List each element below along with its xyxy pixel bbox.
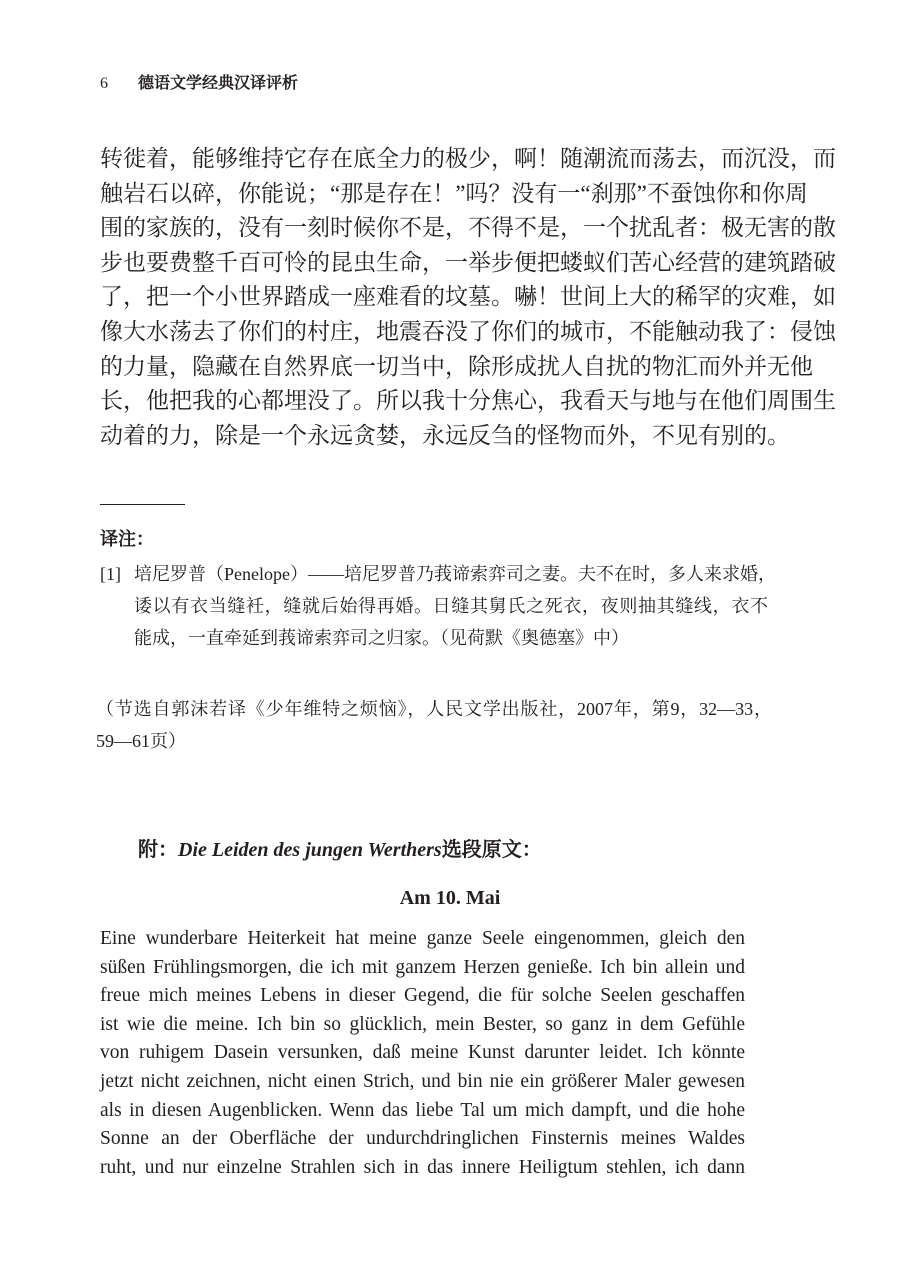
section-date-heading: Am 10. Mai	[399, 887, 501, 909]
german-line: als in diesen Augenblicken. Wenn das liebe Tal um mich dampft, und die hohe	[100, 1099, 745, 1121]
footnote	[100, 558, 776, 654]
german-paragraph	[100, 925, 745, 1182]
chinese-paragraph	[100, 142, 836, 453]
german-line: Sonne an der Oberfläche der undurchdringlichen Finsternis meines Waldes	[100, 1128, 745, 1150]
footnote-line: 诿以有衣当缝衽，缝就后始得再婚。日缝其舅氏之死衣，夜则抽其缝线，衣不	[134, 596, 768, 616]
text-line: 转徙着，能够维持它存在底全力的极少，啊！随潮流而荡去，而沉没，而	[100, 146, 836, 171]
german-line: süßen Frühlingsmorgen, die ich mit ganzem Herzen genieße. Ich bin allein und	[100, 956, 745, 978]
text-line: 的力量，隐藏在自然界底一切当中，除形成扰人自扰的物汇而外并无他	[100, 353, 813, 379]
german-line: Eine wunderbare Heiterkeit hat meine ganze Seele eingenommen, gleich den	[100, 928, 745, 949]
appendix-suffix: 选段原文：	[441, 839, 542, 861]
appendix-book-title: Die Leiden des jungen Werthers	[178, 839, 442, 861]
text-line: 触岩石以碎，你能说；“那是存在！”吗？没有一“刹那”不蚕蚀你和你周	[100, 180, 808, 206]
citation-line: 59—61页）	[96, 731, 186, 751]
footnote-divider	[100, 504, 185, 505]
text-line: 长，他把我的心都埋没了。所以我十分焦心，我看天与地与在他们周围生	[100, 388, 836, 414]
german-line: freue mich meines Lebens in dieser Gegend, die für solche Seelen geschaffen	[100, 985, 745, 1007]
german-line: ist wie die meine. Ich bin so glücklich, mein Bester, so ganz in dem Gefühle	[100, 1013, 745, 1035]
running-header	[100, 70, 298, 93]
german-line: von ruhigem Dasein versunken, daß meine Kunst darunter leidet. Ich könnte	[100, 1042, 745, 1064]
source-citation	[96, 693, 772, 757]
text-line: 围的家族的，没有一刻时候你不是，不得不是，一个扰乱者：极无害的散	[100, 215, 836, 241]
appendix-heading	[138, 833, 542, 862]
german-line: ruht, und nur einzelne Strahlen sich in das innere Heiligtum stehlen, ich dann	[100, 1156, 745, 1178]
citation-line: （节选自郭沫若译《少年维特之烦恼》，人民文学出版社，2007年，第9，32—33，	[96, 699, 772, 719]
text-line: 了，把一个小世界踏成一座难看的坟墓。嚇！世间上大的稀罕的灾难，如	[100, 284, 836, 310]
page-number: 6	[100, 75, 108, 92]
footnote-line: 培尼罗普（Penelope）——培尼罗普乃莪谛索弈司之妻。夫不在时，多人来求婚，	[134, 564, 776, 584]
footnote-marker: [1]	[100, 564, 121, 584]
footnote-line: 能成，一直牵延到莪谛索弈司之归家。（见荷默《奥德塞》中）	[134, 628, 629, 648]
text-line: 动着的力，除是一个永远贪婪，永远反刍的怪物而外，不见有别的。	[100, 422, 790, 448]
german-line: jetzt nicht zeichnen, nicht einen Strich, und bin nie ein größerer Maler gewesen	[100, 1070, 745, 1092]
text-line: 步也要费整千百可怜的昆虫生命，一举步便把蝼蚁们苦心经营的建筑踏破	[100, 249, 836, 275]
appendix-prefix: 附：	[138, 839, 178, 861]
notes-title: 译注：	[100, 529, 154, 549]
text-line: 像大水荡去了你们的村庄，地震吞没了你们的城市，不能触动我了：侵蚀	[100, 318, 836, 344]
book-title: 德语文学经典汉译评析	[138, 75, 299, 92]
